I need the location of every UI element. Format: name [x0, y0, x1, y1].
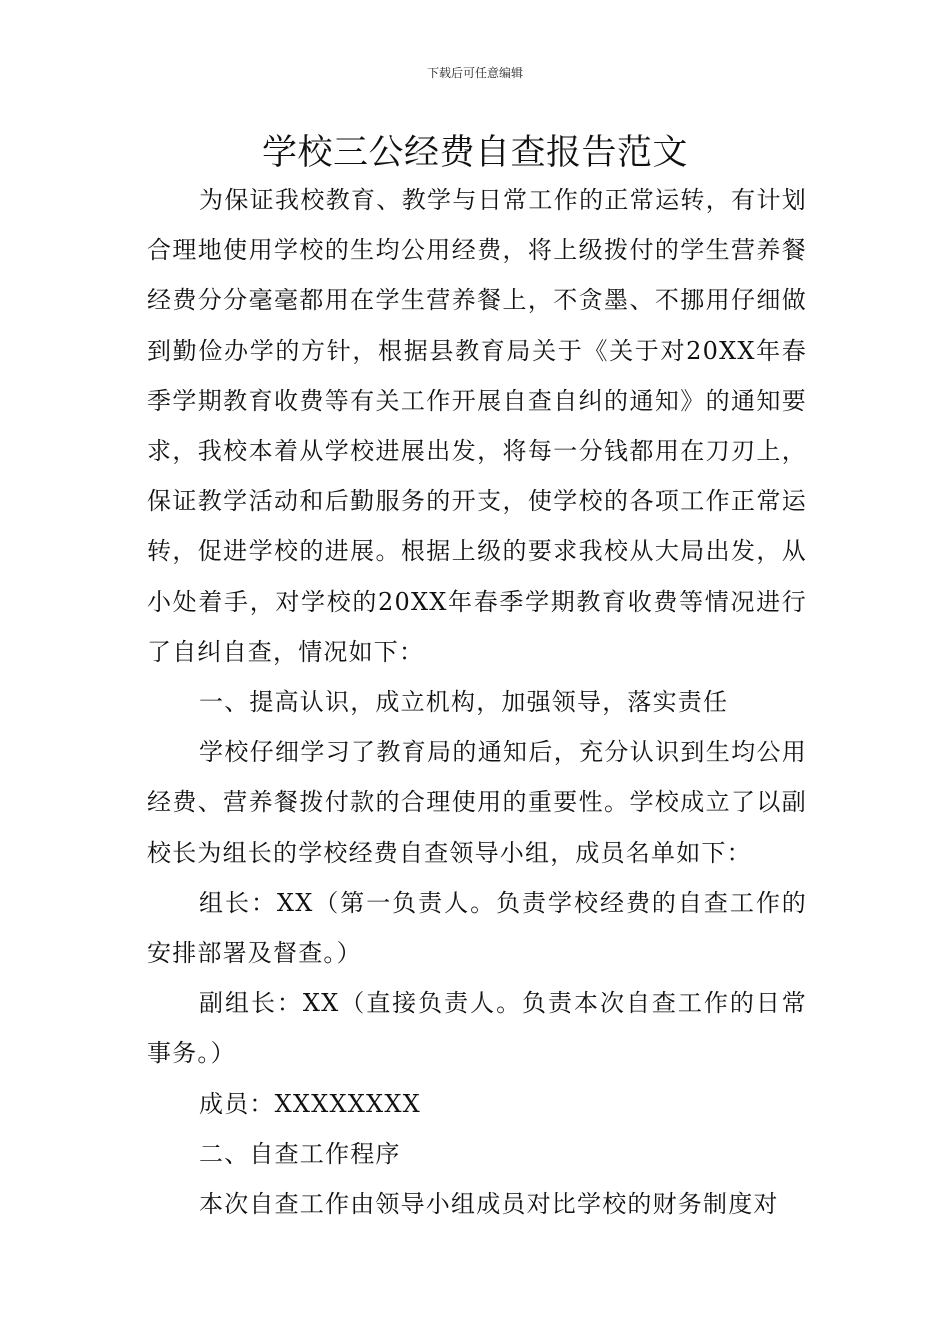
page-header-note: 下载后可任意编辑	[426, 66, 523, 80]
paragraph-members: 成员：XXXXXXXX	[199, 1089, 421, 1118]
document-title: 学校三公经费自查报告范文	[261, 133, 688, 173]
paragraph-study: 学校仔细学习了教育局的通知后，充分认识到生均公用经费、营养餐拨付款的合理使用的重要性。学校成立了以副校长为组长的学校经费自查领导小组，成员名单如下：	[147, 738, 807, 867]
section-heading-1: 一、提高认识，成立机构，加强领导，落实责任	[199, 688, 729, 717]
paragraph-procedure: 本次自查工作由领导小组成员对比学校的财务制度对	[199, 1190, 779, 1219]
document-body	[147, 175, 807, 1229]
paragraph-deputy-leader: 副组长：XX（直接负责人。负责本次自查工作的日常事务。）	[147, 989, 807, 1068]
paragraph-leader: 组长：XX（第一负责人。负责学校经费的自查工作的安排部署及督查。）	[147, 888, 807, 968]
section-heading-2: 二、自查工作程序	[199, 1139, 401, 1168]
paragraph-intro: 为保证我校教育、教学与日常工作的正常运转，有计划合理地使用学校的生均公用经费，将上级拨付的学生营养餐经费分分毫毫都用在学生营养餐上，不贪墨、不挪用仔细做到勤俭办学的方针，根据县教育局关于《关于对20XX年春季学期教育收费等有关工作开展自查自纠的通知》的通知要求，我校本着从学校进展出发，将每一分钱都用在刀刃上，保证教学活动和后勤服务的开支，使学校的各项工作正常运转，促进学校的进展。根据上级的要求我校从大局出发，从小处着手，对学校的20XX年春季学期教育收费等情况进行了自纠自查，情况如下：	[147, 186, 807, 666]
